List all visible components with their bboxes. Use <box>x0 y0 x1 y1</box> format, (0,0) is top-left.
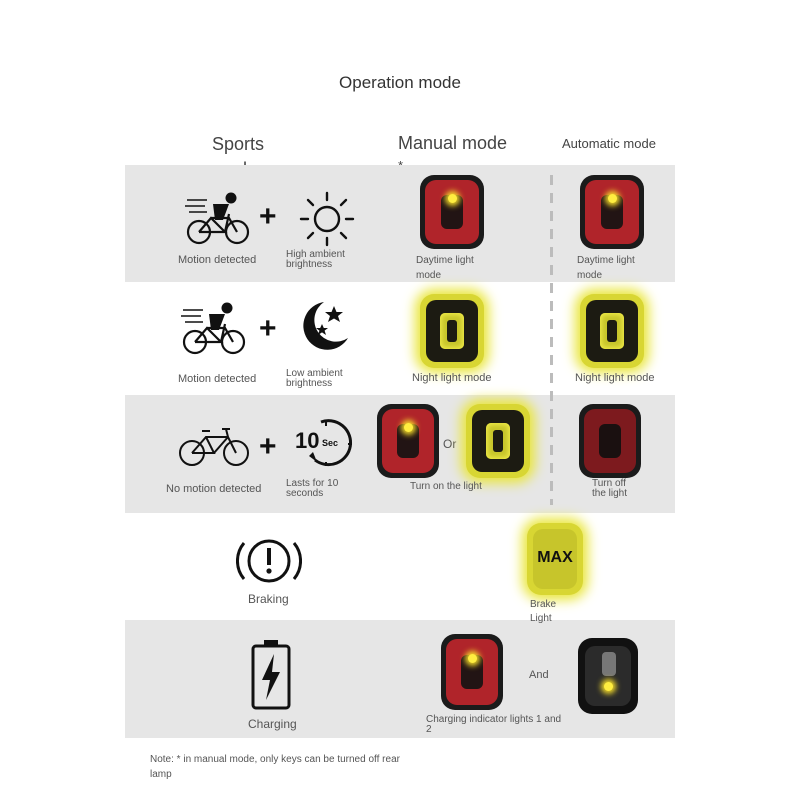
plus-sign: + <box>259 200 277 233</box>
column-automatic-mode: Automatic mode <box>562 136 656 151</box>
brake-warning-icon <box>236 533 302 594</box>
timer-icon <box>293 416 359 468</box>
condition-label: Motion detected <box>178 254 257 266</box>
cyclist-icon <box>181 300 249 361</box>
auto-caption: Daytime light mode <box>577 255 635 281</box>
page-title: Operation mode <box>339 73 461 92</box>
condition-label: No motion detected <box>166 483 262 495</box>
condition-label: Motion detected <box>178 373 257 385</box>
timer-number: 10 <box>295 428 320 453</box>
environment-label: Low ambient brightness <box>286 368 343 389</box>
charging-lamp-dark <box>578 638 638 714</box>
on-lamp-yellow <box>466 404 530 478</box>
timer-unit: Sec <box>322 438 339 448</box>
daytime-lamp-manual <box>420 175 484 249</box>
column-divider <box>550 175 553 505</box>
battery-charging-icon <box>250 638 292 717</box>
bicycle-icon <box>178 425 250 472</box>
auto-caption: Night light mode <box>575 372 655 384</box>
night-lamp-auto <box>580 294 644 368</box>
on-lamp-red <box>377 404 439 478</box>
condition-label: Charging <box>248 717 297 731</box>
manual-caption: Daytime light mode <box>416 255 474 281</box>
moon-stars-icon <box>298 298 352 359</box>
plus-sign: + <box>259 312 277 345</box>
brake-caption: Brake Light <box>530 599 557 624</box>
and-text: And <box>529 669 549 681</box>
auto-caption: Turn off the light <box>592 478 628 499</box>
condition-label: Braking <box>248 592 289 606</box>
max-text: MAX <box>537 549 573 566</box>
sun-icon <box>298 190 356 253</box>
footnote: Note: * in manual mode, only keys can be turned off rear lamp <box>150 754 400 780</box>
brake-lamp <box>527 523 583 595</box>
or-text: Or <box>443 437 457 451</box>
off-lamp-auto <box>579 404 641 478</box>
manual-caption: Turn on the light <box>410 481 482 492</box>
environment-label: High ambient brightness <box>286 249 345 270</box>
night-lamp-manual <box>420 294 484 368</box>
plus-sign: + <box>259 430 277 463</box>
cyclist-icon <box>185 190 253 251</box>
environment-label: Lasts for 10 seconds <box>286 478 339 499</box>
charging-caption: Charging indicator lights 1 and 2 <box>426 714 562 735</box>
charging-lamp-red <box>441 634 503 710</box>
column-sports-mode: Sports <box>212 134 265 154</box>
daytime-lamp-auto <box>580 175 644 249</box>
manual-caption: Night light mode <box>412 372 492 384</box>
column-manual-mode: Manual mode <box>398 133 508 153</box>
